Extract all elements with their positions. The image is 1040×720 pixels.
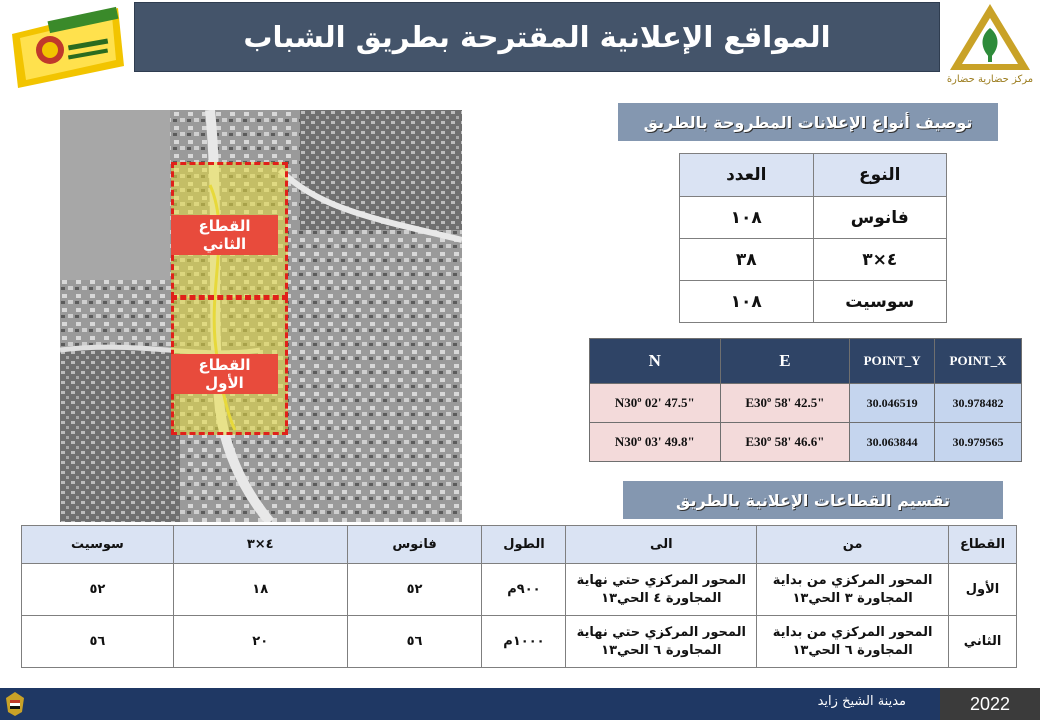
page-title-bar bbox=[134, 2, 940, 72]
to-line-1: المحور المركزي حتي نهاية bbox=[576, 624, 746, 640]
svg-text:مركز حضارية حضارة: مركز حضارية حضارة bbox=[946, 74, 1034, 85]
sousit-header: سوسيت bbox=[22, 526, 174, 564]
n-cell: N30º 03' 49.8" bbox=[590, 423, 721, 462]
point-y-cell: 30.063844 bbox=[850, 423, 935, 462]
to-line-1: المحور المركزي حتي نهاية bbox=[576, 572, 746, 588]
from-header: من bbox=[757, 526, 949, 564]
from-cell bbox=[757, 616, 949, 668]
sectors-section-heading: تقسيم القطاعات الإعلانية بالطريق bbox=[623, 481, 1003, 519]
to-line-2: المجاورة ٦ الحي١٣ bbox=[601, 642, 722, 658]
type-cell: ٤×٣ bbox=[813, 239, 947, 281]
advertising-org-logo-icon bbox=[8, 4, 126, 90]
types-section-heading: توصيف أنواع الإعلانات المطروحة بالطريق bbox=[618, 103, 998, 141]
table-header-row bbox=[680, 154, 947, 197]
point-y-cell: 30.046519 bbox=[850, 384, 935, 423]
page-title: المواقع الإعلانية المقترحة بطريق الشباب bbox=[243, 20, 831, 54]
e-cell: E30º 58' 42.5" bbox=[720, 384, 850, 423]
sector-cell: الثاني bbox=[949, 616, 1017, 668]
table-row bbox=[590, 423, 1022, 462]
to-line-2: المجاورة ٤ الحي١٣ bbox=[601, 590, 722, 606]
point-x-cell: 30.979565 bbox=[935, 423, 1022, 462]
coordinates-table bbox=[589, 338, 1022, 462]
from-line-2: المجاورة ٦ الحي١٣ bbox=[792, 642, 913, 658]
footer-city: مدينة الشيخ زايد bbox=[817, 694, 906, 709]
sector-1-label: القطاع الأول bbox=[171, 354, 278, 394]
type-cell: سوسيت bbox=[813, 281, 947, 323]
from-line-1: المحور المركزي من بداية bbox=[772, 624, 933, 640]
to-cell bbox=[566, 564, 757, 616]
lantern-cell: ٥٦ bbox=[347, 616, 482, 668]
lantern-header: فانوس bbox=[347, 526, 482, 564]
table-header-row bbox=[22, 526, 1017, 564]
satellite-map bbox=[60, 110, 462, 522]
egypt-emblem-icon bbox=[2, 690, 28, 718]
count-cell: ١٠٨ bbox=[680, 281, 814, 323]
n-cell: N30º 02' 47.5" bbox=[590, 384, 721, 423]
to-header: الى bbox=[566, 526, 757, 564]
length-header: الطول bbox=[482, 526, 566, 564]
table-row bbox=[22, 564, 1017, 616]
size-4x3-header: ٤×٣ bbox=[173, 526, 347, 564]
table-row bbox=[590, 384, 1022, 423]
count-cell: ١٠٨ bbox=[680, 197, 814, 239]
length-cell: ٩٠٠م bbox=[482, 564, 566, 616]
lantern-cell: ٥٢ bbox=[347, 564, 482, 616]
table-row bbox=[680, 281, 947, 323]
civilization-center-logo-icon bbox=[946, 0, 1034, 86]
table-row bbox=[680, 239, 947, 281]
count-cell: ٣٨ bbox=[680, 239, 814, 281]
n-header: N bbox=[590, 339, 721, 384]
sector-2-label: القطاع الثاني bbox=[171, 215, 278, 255]
sector-header: القطاع bbox=[949, 526, 1017, 564]
sousit-cell: ٥٦ bbox=[22, 616, 174, 668]
size-4x3-cell: ١٨ bbox=[173, 564, 347, 616]
length-cell: ١٠٠٠م bbox=[482, 616, 566, 668]
point-x-header: POINT_X bbox=[935, 339, 1022, 384]
sector-cell: الأول bbox=[949, 564, 1017, 616]
table-header-row bbox=[590, 339, 1022, 384]
to-cell bbox=[566, 616, 757, 668]
table-row bbox=[22, 616, 1017, 668]
e-cell: E30º 58' 46.6" bbox=[720, 423, 850, 462]
type-header: النوع bbox=[813, 154, 947, 197]
from-line-1: المحور المركزي من بداية bbox=[772, 572, 933, 588]
point-x-cell: 30.978482 bbox=[935, 384, 1022, 423]
ad-types-table bbox=[679, 153, 947, 323]
point-y-header: POINT_Y bbox=[850, 339, 935, 384]
size-4x3-cell: ٢٠ bbox=[173, 616, 347, 668]
from-line-2: المجاورة ٣ الحي١٣ bbox=[792, 590, 913, 606]
from-cell bbox=[757, 564, 949, 616]
sousit-cell: ٥٢ bbox=[22, 564, 174, 616]
e-header: E bbox=[720, 339, 850, 384]
type-cell: فانوس bbox=[813, 197, 947, 239]
table-row bbox=[680, 197, 947, 239]
sectors-table bbox=[21, 525, 1017, 668]
count-header: العدد bbox=[680, 154, 814, 197]
footer-year: 2022 bbox=[940, 688, 1040, 720]
